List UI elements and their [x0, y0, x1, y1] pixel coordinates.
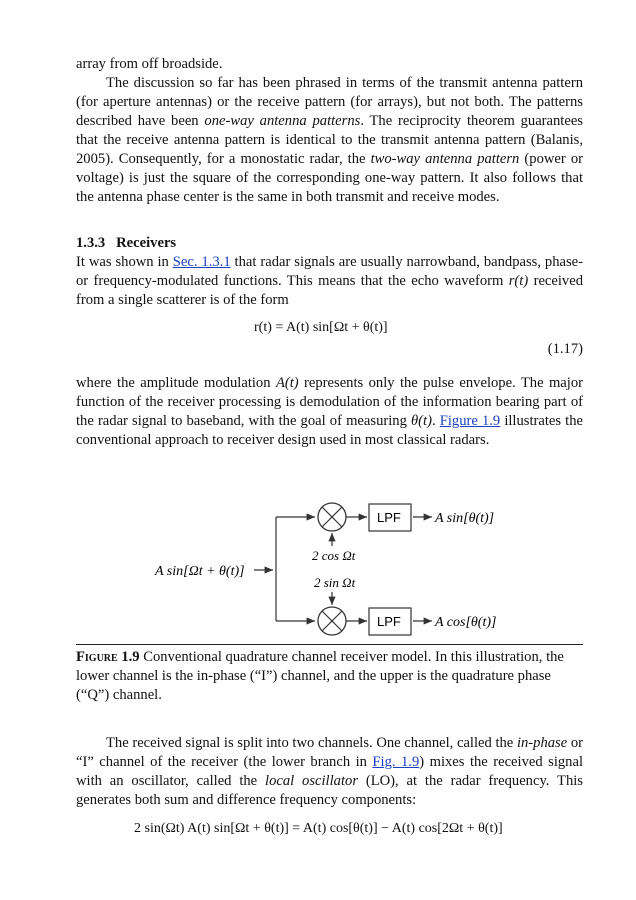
text-run: or “I” channel of the receiver (the lower branch in — [76, 735, 584, 770]
section-title: Receivers — [116, 235, 177, 251]
text-column-middle — [76, 374, 583, 450]
italic-term: θ(t) — [411, 413, 432, 429]
lower-lpf-label: LPF — [377, 614, 401, 629]
paragraph-channels — [76, 734, 583, 810]
paragraph-continuation: array from off broadside. — [76, 56, 223, 72]
text-run: (power or voltage) is just the square of the corresponding one-way pattern. It also follows that the antenna phase center is the same in both transmit and receive modes. — [76, 151, 583, 205]
equation-mixing: 2 sin(Ωt) A(t) sin[Ωt + θ(t)] = A(t) cos[θ(t)] − A(t) cos[2Ωt + θ(t)] — [134, 821, 503, 836]
figure-link[interactable]: Fig. 1.9 — [372, 754, 420, 770]
text-run: illustrates the conventional approach to receiver design used in most classical radars. — [76, 413, 584, 448]
lo-upper-label: 2 cos Ωt — [312, 548, 356, 563]
lo-lower-label: 2 sin Ωt — [314, 575, 356, 590]
text-run: where the amplitude modulation — [76, 375, 276, 391]
input-signal-label: A sin[Ωt + θ(t)] — [155, 564, 245, 579]
italic-term: r(t) — [508, 273, 529, 289]
lower-mixer-icon — [318, 607, 346, 635]
receiver-block-diagram — [0, 490, 636, 640]
paragraph-antenna-patterns — [76, 74, 583, 207]
italic-term: in-phase — [516, 735, 568, 751]
text-run: . The reciprocity theorem guarantees that the receive antenna pattern is identical to the transmit antenna pattern (Balanis, 2005). Consequently, for a monostatic radar, the — [76, 113, 583, 167]
caption-label: Figure 1.9 — [76, 649, 140, 665]
figure-caption — [76, 644, 583, 705]
text-column-bottom — [76, 734, 583, 810]
equation-number: (1.17) — [547, 341, 583, 357]
upper-lpf-label: LPF — [377, 510, 401, 525]
figure-link[interactable]: Figure 1.9 — [439, 413, 501, 429]
section-link[interactable]: Sec. 1.3.1 — [172, 254, 231, 270]
text-run: It was shown in — [76, 254, 173, 270]
text-run: The received signal is split into two channels. One channel, called the — [106, 735, 517, 751]
text-run: represents only the pulse envelope. The major function of the receiver processing is demodulation of the information bearing part of the radar signal to baseband, with the goal of measuring — [76, 375, 583, 429]
caption-text: Conventional quadrature channel receiver model. In this illustration, the lower channel is the in-phase (“I”) channel, and the upper is the quadrature phase (“Q”) channel. — [76, 649, 564, 703]
text-column-top — [76, 55, 583, 207]
text-run: . — [431, 413, 440, 429]
lower-output-label: A cos[θ(t)] — [435, 615, 497, 630]
upper-output-label: A sin[θ(t)] — [435, 511, 495, 526]
paragraph-receivers-intro — [76, 253, 583, 310]
section-number: 1.3.3 — [76, 235, 106, 251]
text-run: (LO), at the radar frequency. This generates both sum and difference frequency components: — [76, 773, 583, 808]
text-run: ) mixes the received signal with an oscillator, called the — [76, 754, 583, 789]
text-run: received from a single scatterer is of the form — [76, 273, 584, 308]
text-run: that radar signals are usually narrowband, bandpass, phase- or frequency-modulated functions. This means that the echo waveform — [76, 254, 583, 289]
italic-term: two-way antenna pattern — [370, 151, 520, 167]
equation-1-17: r(t) = A(t) sin[Ωt + θ(t)] — [254, 320, 388, 335]
paragraph-demodulation — [76, 374, 583, 450]
section-block — [76, 234, 583, 310]
italic-term: A(t) — [275, 375, 299, 391]
section-heading — [76, 234, 583, 253]
italic-term: local oscillator — [265, 773, 358, 789]
italic-term: one-way antenna patterns — [204, 113, 361, 129]
text-run: The discussion so far has been phrased in terms of the transmit antenna pattern (for aperture antennas) or the receive pattern (for arrays), but not both. The patterns described have been — [76, 75, 583, 129]
upper-mixer-icon — [318, 503, 346, 531]
